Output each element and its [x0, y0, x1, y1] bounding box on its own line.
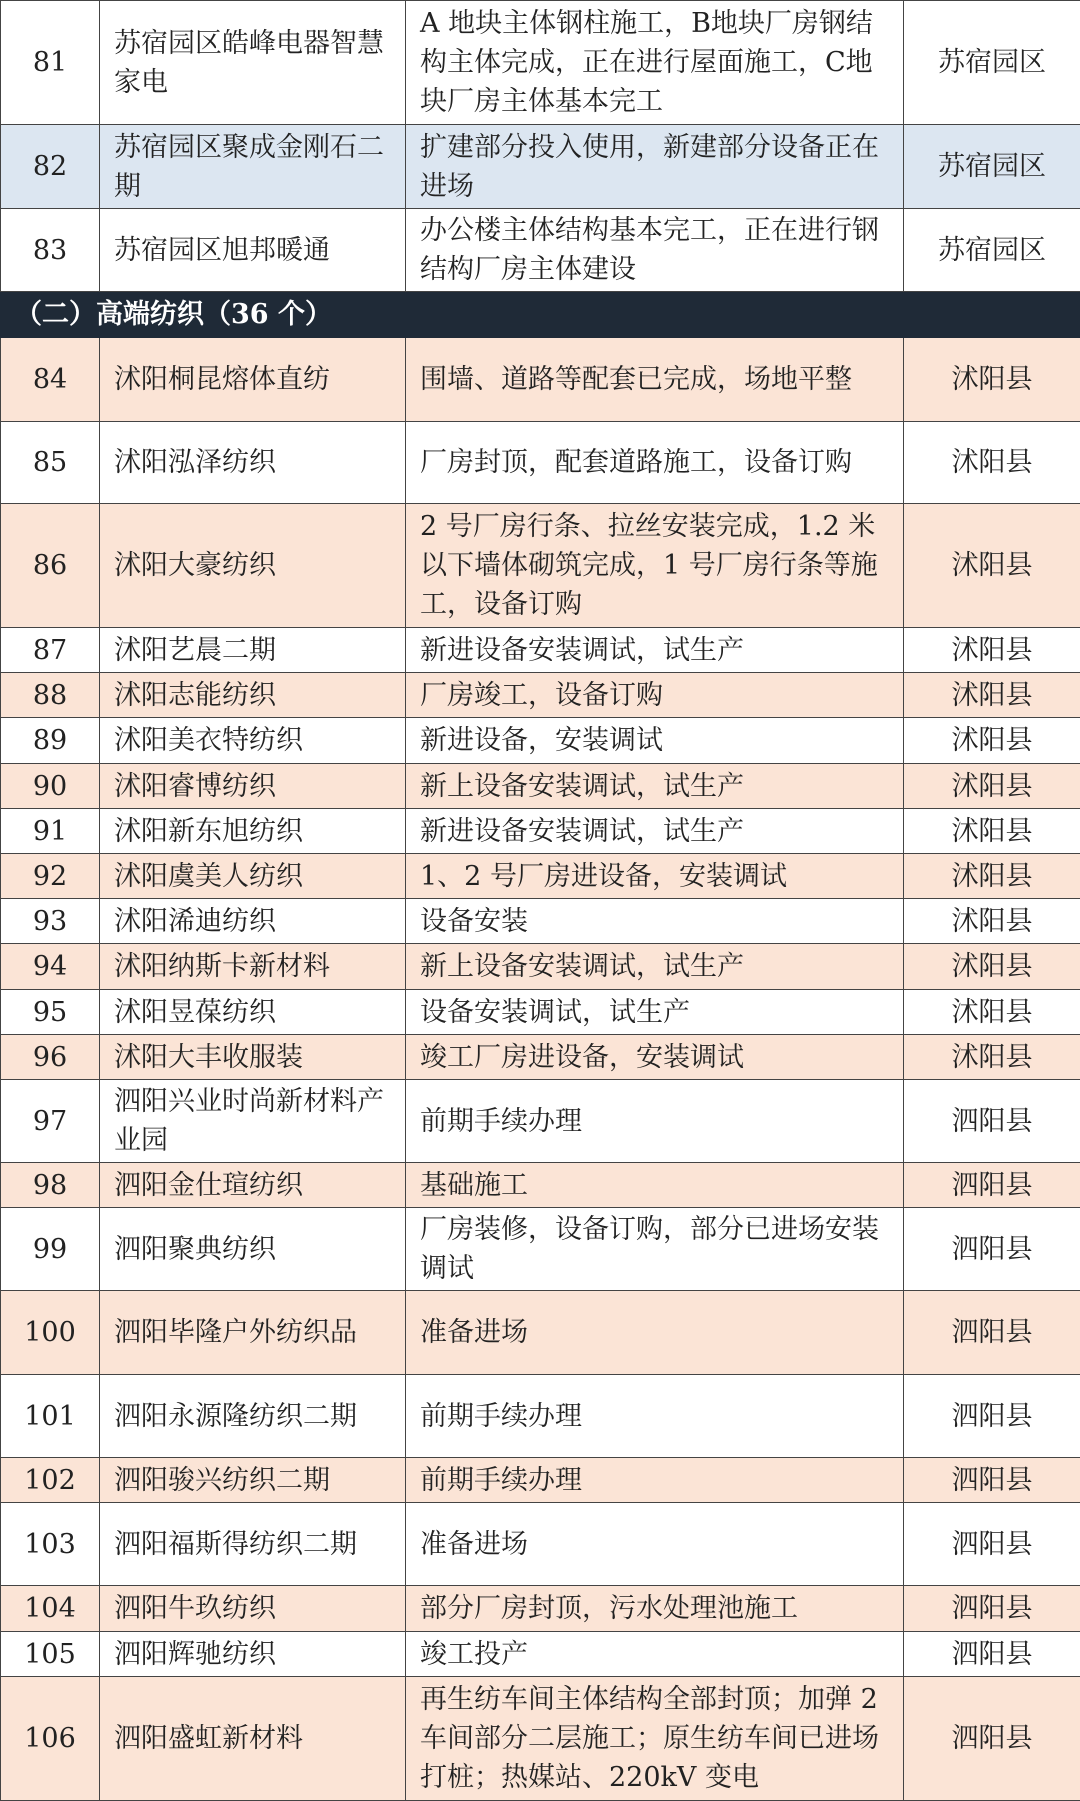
row-number: 105 — [1, 1632, 100, 1677]
row-number: 84 — [1, 338, 100, 422]
project-progress: 围墙、道路等配套已完成，场地平整 — [406, 338, 904, 422]
project-name: 沭阳纳斯卡新材料 — [100, 944, 406, 990]
project-region: 泗阳县 — [904, 1291, 1080, 1375]
project-region: 泗阳县 — [904, 1163, 1080, 1208]
row-number: 106 — [1, 1677, 100, 1801]
project-progress: 新上设备安装调试，试生产 — [406, 764, 904, 809]
project-name: 沭阳泓泽纺织 — [100, 422, 406, 504]
table-row — [1, 1, 1080, 125]
project-region: 沭阳县 — [904, 899, 1080, 944]
row-number: 91 — [1, 809, 100, 854]
project-region: 沭阳县 — [904, 718, 1080, 764]
project-name: 泗阳聚典纺织 — [100, 1208, 406, 1291]
project-progress: 设备安装调试，试生产 — [406, 990, 904, 1035]
row-number: 86 — [1, 504, 100, 628]
project-region: 泗阳县 — [904, 1080, 1080, 1163]
project-region: 泗阳县 — [904, 1503, 1080, 1586]
project-region: 沭阳县 — [904, 628, 1080, 673]
project-name: 泗阳辉驰纺织 — [100, 1632, 406, 1677]
row-number: 90 — [1, 764, 100, 809]
table-row — [1, 809, 1080, 854]
project-region: 苏宿园区 — [904, 209, 1080, 292]
row-number: 101 — [1, 1375, 100, 1458]
row-number: 93 — [1, 899, 100, 944]
row-number: 87 — [1, 628, 100, 673]
row-number: 85 — [1, 422, 100, 504]
section-header-row — [1, 292, 1080, 338]
project-name: 沭阳美衣特纺织 — [100, 718, 406, 764]
table-row — [1, 854, 1080, 899]
project-region: 泗阳县 — [904, 1208, 1080, 1291]
row-number: 94 — [1, 944, 100, 990]
project-name: 泗阳盛虹新材料 — [100, 1677, 406, 1801]
table-row — [1, 422, 1080, 504]
row-number: 103 — [1, 1503, 100, 1586]
project-region: 沭阳县 — [904, 990, 1080, 1035]
project-name: 沭阳大丰收服装 — [100, 1035, 406, 1080]
project-name: 泗阳兴业时尚新材料产业园 — [100, 1080, 406, 1163]
table-row — [1, 764, 1080, 809]
project-region: 沭阳县 — [904, 854, 1080, 899]
project-name: 泗阳福斯得纺织二期 — [100, 1503, 406, 1586]
project-progress: 厂房封顶，配套道路施工，设备订购 — [406, 422, 904, 504]
project-progress: 1、2 号厂房进设备，安装调试 — [406, 854, 904, 899]
project-region: 泗阳县 — [904, 1458, 1080, 1503]
project-progress: 再生纺车间主体结构全部封顶；加弹 2 车间部分二层施工；原生纺车间已进场打桩；热媒站、220kV 变电 — [406, 1677, 904, 1801]
project-progress: 部分厂房封顶，污水处理池施工 — [406, 1586, 904, 1632]
project-progress: 厂房装修，设备订购，部分已进场安装调试 — [406, 1208, 904, 1291]
project-name: 苏宿园区旭邦暖通 — [100, 209, 406, 292]
project-progress: 新进设备，安装调试 — [406, 718, 904, 764]
project-region: 沭阳县 — [904, 504, 1080, 628]
row-number: 88 — [1, 673, 100, 718]
table-row — [1, 504, 1080, 628]
project-progress: 准备进场 — [406, 1503, 904, 1586]
row-number: 82 — [1, 125, 100, 209]
project-name: 沭阳虞美人纺织 — [100, 854, 406, 899]
project-name: 苏宿园区聚成金刚石二期 — [100, 125, 406, 209]
table-row — [1, 1291, 1080, 1375]
section-title: （二）高端纺织（36 个） — [1, 292, 1080, 338]
project-region: 沭阳县 — [904, 673, 1080, 718]
project-progress: 新上设备安装调试，试生产 — [406, 944, 904, 990]
project-region: 泗阳县 — [904, 1677, 1080, 1801]
table-row — [1, 1677, 1080, 1801]
row-number: 83 — [1, 209, 100, 292]
table-row — [1, 944, 1080, 990]
table-row — [1, 1080, 1080, 1163]
table-row — [1, 1163, 1080, 1208]
row-number: 95 — [1, 990, 100, 1035]
project-progress: 前期手续办理 — [406, 1458, 904, 1503]
table-row — [1, 673, 1080, 718]
project-progress: A 地块主体钢柱施工，B地块厂房钢结构主体完成，正在进行屋面施工，C地块厂房主体基本完工 — [406, 1, 904, 125]
table-row — [1, 1375, 1080, 1458]
project-name: 泗阳牛玖纺织 — [100, 1586, 406, 1632]
row-number: 104 — [1, 1586, 100, 1632]
project-name: 苏宿园区皓峰电器智慧家电 — [100, 1, 406, 125]
project-region: 沭阳县 — [904, 809, 1080, 854]
table-row — [1, 1503, 1080, 1586]
table-row — [1, 209, 1080, 292]
project-region: 沭阳县 — [904, 338, 1080, 422]
table-row — [1, 1208, 1080, 1291]
project-name: 沭阳新东旭纺织 — [100, 809, 406, 854]
project-progress: 2 号厂房行条、拉丝安装完成，1.2 米以下墙体砌筑完成，1 号厂房行条等施工，设备订购 — [406, 504, 904, 628]
row-number: 89 — [1, 718, 100, 764]
project-name: 沭阳桐昆熔体直纺 — [100, 338, 406, 422]
project-name: 泗阳永源隆纺织二期 — [100, 1375, 406, 1458]
project-table-body — [1, 1, 1080, 1801]
table-row — [1, 1458, 1080, 1503]
row-number: 99 — [1, 1208, 100, 1291]
project-progress: 扩建部分投入使用，新建部分设备正在进场 — [406, 125, 904, 209]
project-name: 沭阳艺晨二期 — [100, 628, 406, 673]
project-progress: 竣工厂房进设备，安装调试 — [406, 1035, 904, 1080]
table-row — [1, 628, 1080, 673]
project-progress: 准备进场 — [406, 1291, 904, 1375]
project-region: 沭阳县 — [904, 944, 1080, 990]
project-name: 沭阳睿博纺织 — [100, 764, 406, 809]
table-row — [1, 1586, 1080, 1632]
project-progress: 设备安装 — [406, 899, 904, 944]
table-row — [1, 338, 1080, 422]
project-progress: 办公楼主体结构基本完工，正在进行钢结构厂房主体建设 — [406, 209, 904, 292]
project-name: 沭阳大豪纺织 — [100, 504, 406, 628]
project-progress: 前期手续办理 — [406, 1375, 904, 1458]
project-region: 沭阳县 — [904, 764, 1080, 809]
row-number: 97 — [1, 1080, 100, 1163]
table-row — [1, 1035, 1080, 1080]
project-progress: 竣工投产 — [406, 1632, 904, 1677]
project-name: 泗阳骏兴纺织二期 — [100, 1458, 406, 1503]
row-number: 81 — [1, 1, 100, 125]
table-row — [1, 990, 1080, 1035]
project-name: 泗阳毕隆户外纺织品 — [100, 1291, 406, 1375]
project-region: 泗阳县 — [904, 1632, 1080, 1677]
project-name: 泗阳金仕瑄纺织 — [100, 1163, 406, 1208]
table-row — [1, 125, 1080, 209]
project-region: 苏宿园区 — [904, 125, 1080, 209]
row-number: 96 — [1, 1035, 100, 1080]
project-region: 苏宿园区 — [904, 1, 1080, 125]
project-progress: 厂房竣工，设备订购 — [406, 673, 904, 718]
project-region: 泗阳县 — [904, 1375, 1080, 1458]
table-row — [1, 899, 1080, 944]
project-progress: 新进设备安装调试，试生产 — [406, 809, 904, 854]
project-progress: 基础施工 — [406, 1163, 904, 1208]
row-number: 102 — [1, 1458, 100, 1503]
row-number: 98 — [1, 1163, 100, 1208]
project-name: 沭阳浠迪纺织 — [100, 899, 406, 944]
project-progress: 前期手续办理 — [406, 1080, 904, 1163]
row-number: 92 — [1, 854, 100, 899]
table-row — [1, 718, 1080, 764]
project-region: 沭阳县 — [904, 1035, 1080, 1080]
table-row — [1, 1632, 1080, 1677]
row-number: 100 — [1, 1291, 100, 1375]
project-region: 沭阳县 — [904, 422, 1080, 504]
project-progress: 新进设备安装调试，试生产 — [406, 628, 904, 673]
project-name: 沭阳志能纺织 — [100, 673, 406, 718]
project-region: 泗阳县 — [904, 1586, 1080, 1632]
project-name: 沭阳昱葆纺织 — [100, 990, 406, 1035]
